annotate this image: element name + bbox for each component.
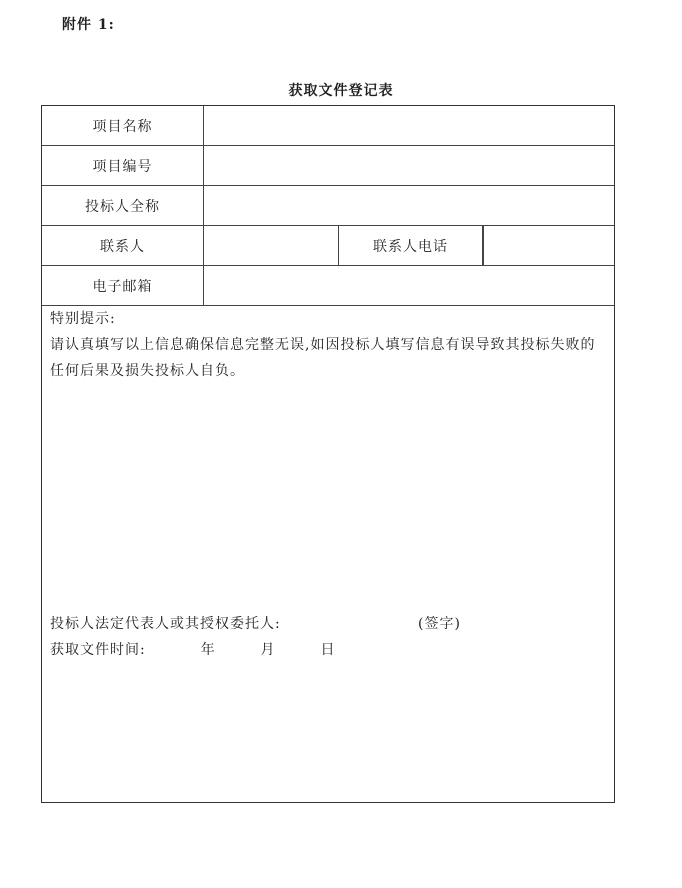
project-number-label: 项目编号 xyxy=(42,146,204,185)
project-name-field[interactable] xyxy=(204,106,614,145)
notice-heading: 特别提示: xyxy=(50,311,116,327)
project-number-field[interactable] xyxy=(204,146,614,185)
signature-section xyxy=(50,611,610,663)
row-email xyxy=(42,266,614,306)
signature-note: (签字) xyxy=(418,616,461,632)
special-notice xyxy=(50,306,608,384)
year-label: 年 xyxy=(200,642,216,658)
project-name-label: 项目名称 xyxy=(42,106,204,145)
email-label: 电子邮箱 xyxy=(42,266,204,305)
representative-label: 投标人法定代表人或其授权委托人: xyxy=(50,616,281,632)
form-title: 获取文件登记表 xyxy=(288,83,394,99)
contact-phone-label: 联系人电话 xyxy=(339,226,483,265)
row-project-name xyxy=(42,106,614,146)
registration-form-table xyxy=(41,105,615,803)
email-field[interactable] xyxy=(204,266,614,305)
row-bidder-full-name xyxy=(42,186,614,226)
attachment-label: 附件 1: xyxy=(62,17,115,33)
day-label: 日 xyxy=(320,642,336,658)
contact-label: 联系人 xyxy=(42,226,204,265)
contact-field[interactable] xyxy=(204,226,339,265)
time-line xyxy=(50,637,610,663)
notice-line-2: 任何后果及损失投标人自负。 xyxy=(50,363,245,379)
bidder-full-name-field[interactable] xyxy=(204,186,614,225)
contact-phone-field[interactable] xyxy=(483,226,614,265)
bidder-full-name-label: 投标人全称 xyxy=(42,186,204,225)
representative-line xyxy=(50,611,610,637)
time-label: 获取文件时间: xyxy=(50,642,146,658)
notice-line-1: 请认真填写以上信息确保信息完整无误,如因投标人填写信息有误导致其投标失败的 xyxy=(50,337,596,353)
row-project-number xyxy=(42,146,614,186)
row-contact xyxy=(42,226,614,266)
month-label: 月 xyxy=(260,642,276,658)
